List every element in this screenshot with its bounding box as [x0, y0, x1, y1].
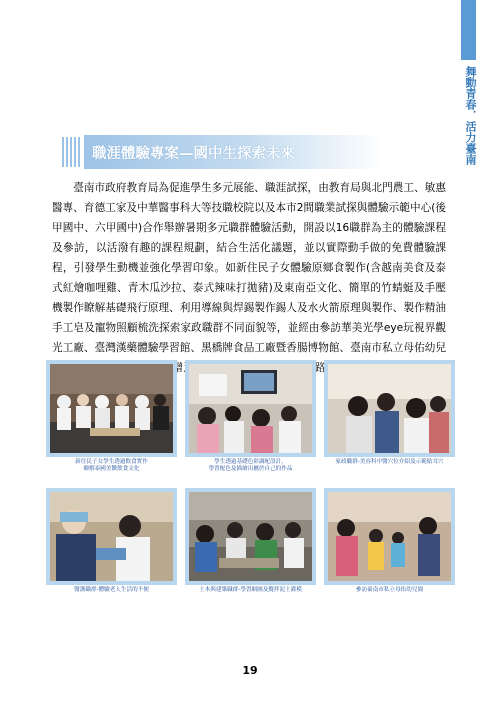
photo-grid [46, 360, 456, 610]
photo-acupoint-demo [328, 364, 451, 453]
photo-cell-5 [185, 488, 316, 608]
photo-color-design-class [189, 364, 312, 453]
side-banner-bar [461, 0, 476, 60]
photo-frame [46, 488, 177, 585]
title-stripe-decoration [62, 137, 80, 167]
body-paragraph: 臺南市政府教育局為促進學生多元展能、職涯試探，由教育局與北門農工、敏惠醫專、育德工家及中華醫事科大等技職校院以及本市2間職業試探與體驗示範中心(後甲國中、六甲國中)合作舉辦暑期多元職群體驗活動，開設以16職群為主的體驗課程及參訪，以活潑有趣的課程規劃，結合生活化議題，並以實際動手做的免費體驗課程，引發學生動機並強化學習印象。如新住民子女體驗原鄉食製作(含越南美食及泰式紅燴咖哩雞、青木瓜沙拉、泰式辣味打拋豬)及東南亞文化、簡單的竹蜻蜓及手壓機製作瞭解基礎飛行原理、利用導線與焊錫製作錫人及水火箭原理與製作、製作精油手工皂及寵物照顧梳洗探索家政職群不同面貌等，並經由參訪華美光學eye玩視界觀光工廠、臺灣漢藥體驗學習館、黑橋牌食品工廠暨香腸博物館、臺南市私立母佑幼兒 增 進路機 [52, 182, 446, 374]
photo-cooking-class [50, 364, 173, 453]
photo-caption: 新住民子女學生透過飲食實作 瞭解泰國美饌飲食文化 [75, 459, 148, 472]
photo-kindergarten-visit [328, 492, 451, 581]
photo-elderly-experience [50, 492, 173, 581]
photo-cell-2 [185, 360, 316, 480]
photo-caption: 土木與建築職群-學習網圖及攪拌泥土灌模 [199, 587, 302, 593]
page-number: 19 [242, 664, 258, 677]
photo-civil-engineering-class [189, 492, 312, 581]
photo-caption: 醫護職群-體驗老人生活的不便 [74, 587, 149, 593]
side-banner-text: 舞動青春．活力臺南 [464, 66, 477, 165]
photo-cell-3 [324, 360, 455, 480]
photo-caption: 參訪臺南市私立母佑幼兒園 [355, 587, 424, 593]
photo-frame [324, 360, 455, 457]
photo-caption: 學生透過基礎色彩調配設計， 學習配色及描繪出屬於自己的作品 [208, 459, 293, 472]
section-title-box [84, 135, 384, 169]
section-title: 職涯體驗專案—國中生探索未來 [92, 145, 295, 162]
photo-frame [185, 360, 316, 457]
photo-cell-6 [324, 488, 455, 608]
photo-frame [324, 488, 455, 585]
photo-cell-4 [46, 488, 177, 608]
photo-frame [46, 360, 177, 457]
photo-cell-1 [46, 360, 177, 480]
photo-caption: 家政職群-美容科中醫穴位介紹及示範貼耳穴 [335, 459, 444, 465]
section-title-block [62, 133, 392, 171]
photo-frame [185, 488, 316, 585]
